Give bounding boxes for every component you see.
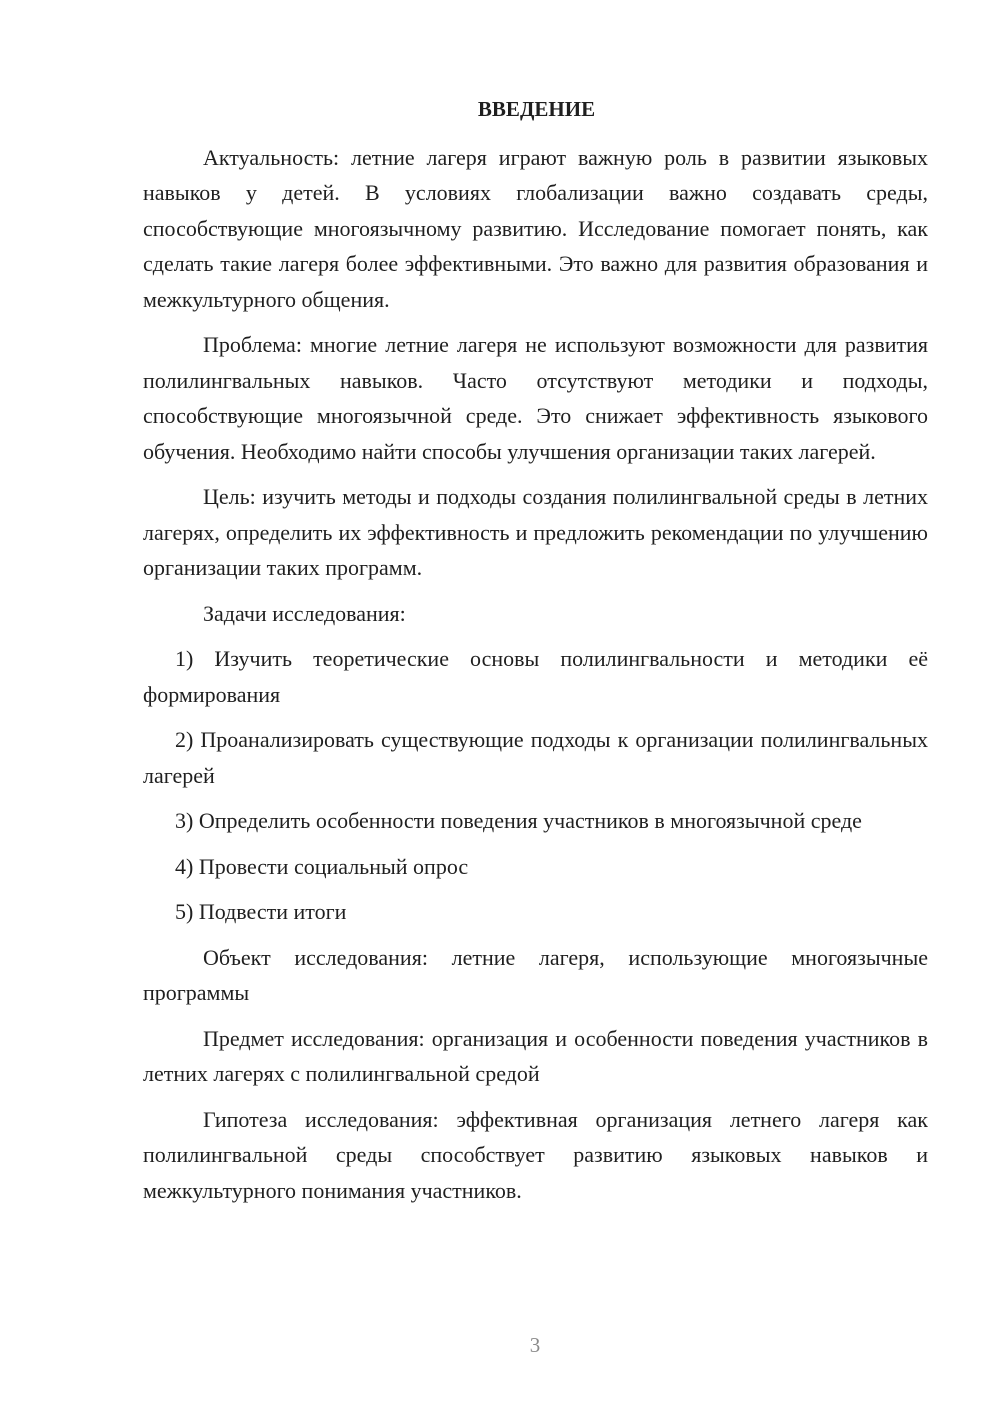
task-item: 2) Проанализировать существующие подходы к организации полилингвальных лагерей: [143, 727, 928, 788]
object-paragraph: Объект исследования: летние лагеря, использующие многоязычные программы: [143, 944, 928, 1005]
document-body: [143, 92, 928, 1218]
page-number: 3: [529, 1333, 541, 1357]
problem-paragraph: Проблема: многие летние лагеря не используют возможности для развития полилингвальных навыков. Часто отсутствуют методики и подходы, способствующие многоязычной среде. Это снижает эффективность языкового обучения. Необходимо найти способы улучшения организации таких лагерей.: [143, 332, 928, 464]
tasks-heading: Задачи исследования:: [203, 600, 406, 626]
subject-paragraph: Предмет исследования: организация и особенности поведения участников в летних лагерях с полилингвальной средой: [143, 1025, 928, 1086]
section-title: ВВЕДЕНИЕ: [477, 97, 596, 121]
task-item: 4) Провести социальный опрос: [175, 853, 469, 879]
task-item: 3) Определить особенности поведения участников в многоязычной среде: [175, 808, 862, 833]
relevance-paragraph: Актуальность: летние лагеря играют важную роль в развитии языковых навыков у детей. В условиях глобализации важно создавать среды, способствующие многоязычному развитию. Исследование помогает понять, как сделать такие лагеря более эффективными. Это важно для развития образования и межкультурного общения.: [143, 144, 928, 312]
task-item: 1) Изучить теоретические основы полилингвальности и методики её формирования: [143, 646, 928, 707]
hypothesis-paragraph: Гипотеза исследования: эффективная организация летнего лагеря как полилингвальной среды способствует развитию языковых навыков и межкультурного понимания участников.: [143, 1106, 928, 1203]
goal-paragraph: Цель: изучить методы и подходы создания полилингвальной среды в летних лагерях, определить их эффективность и предложить рекомендации по улучшению организации таких программ.: [143, 484, 928, 580]
task-item: 5) Подвести итоги: [175, 899, 347, 924]
tasks-list: [143, 641, 928, 930]
